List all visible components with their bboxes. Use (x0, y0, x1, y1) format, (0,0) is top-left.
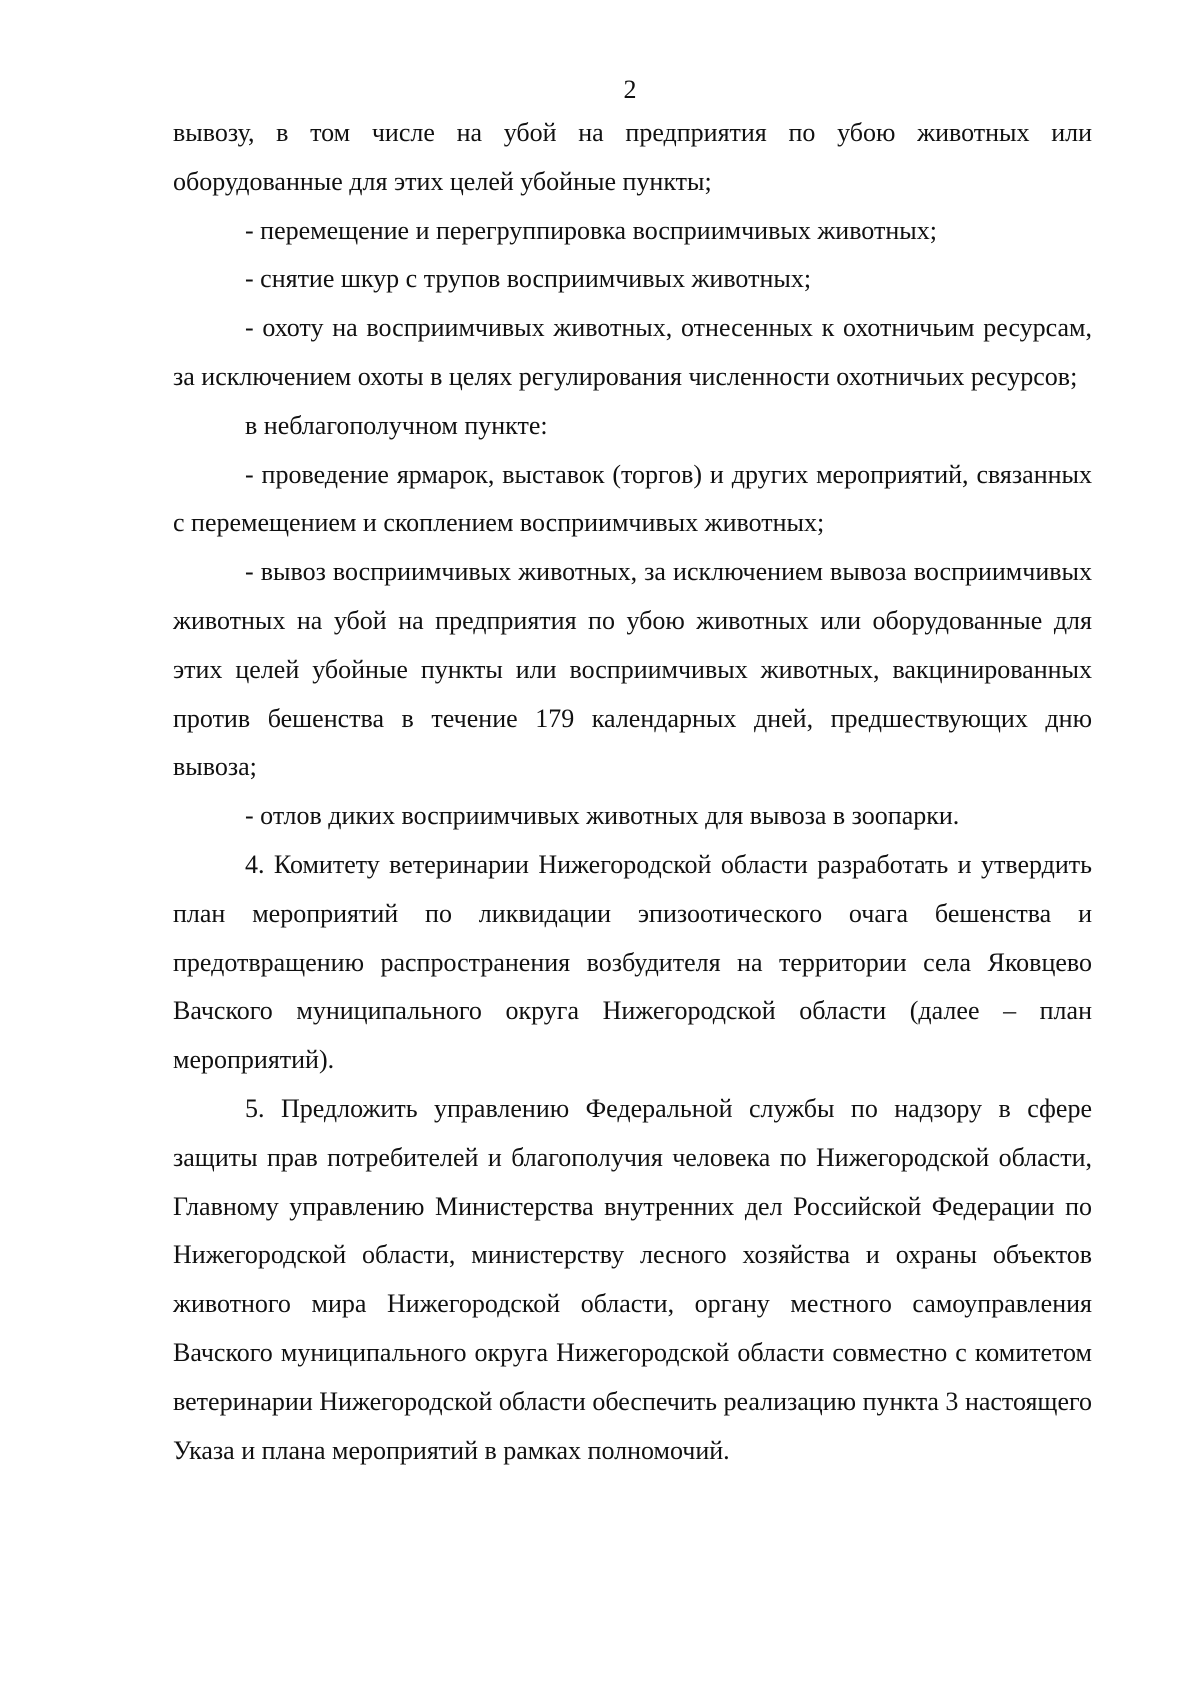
paragraph-item-4: 4. Комитету ветеринарии Нижегородской области разработать и утвердить план мероприятий по ликвидации эпизоотического очага бешенства и предотвращению распространения возбудителя на территории села Яковцево Вачского муниципального округа Нижегородской области (далее – план мероприятий). (173, 849, 1092, 1075)
paragraph-bullet-hunting: - охоту на восприимчивых животных, отнесенных к охотничьим ресурсам, за исключением охоты в целях регулирования численности охотничьих ресурсов; (173, 313, 1092, 391)
paragraph-bullet-capture: - отлов диких восприимчивых животных для вывоза в зоопарки. (245, 801, 960, 831)
paragraph-bullet-relocation: - перемещение и перегруппировка восприимчивых животных; (245, 215, 937, 245)
paragraph-bullet-export: - вывоз восприимчивых животных, за исключением вывоза восприимчивых животных на убой на предприятия по убою животных или оборудованные для этих целей убойные пункты или восприимчивых животных, вакцинированных против бешенства в течение 179 календарных дней, предшествующих дню вывоза; (173, 557, 1092, 782)
paragraph-bullet-fairs: - проведение ярмарок, выставок (торгов) и других мероприятий, связанных с перемещением и скоплением восприимчивых животных; (173, 459, 1092, 538)
page-number: 2 (623, 75, 637, 104)
paragraph-bullet-skinning: - снятие шкур с трупов восприимчивых животных; (245, 264, 812, 294)
document-body (173, 109, 1092, 1475)
paragraph-item-5: 5. Предложить управлению Федеральной службы по надзору в сфере защиты прав потребителей и благополучия человека по Нижегородской области, Главному управлению Министерства внутренних дел Российской Федерации по Нижегородской области, министерству лесного хозяйства и охраны объектов животного мира Нижегородской области, органу местного самоуправления Вачского муниципального округа Нижегородской области совместно с комитетом ветеринарии Нижегородской области обеспечить реализацию пункта 3 настоящего Указа и плана мероприятий в рамках полномочий. (173, 1093, 1092, 1465)
paragraph-continuation: вывозу, в том числе на убой на предприятия по убою животных или оборудованные для этих целей убойные пункты; (173, 118, 1092, 196)
paragraph-unfavorable-point: в неблагополучном пункте: (245, 410, 548, 440)
